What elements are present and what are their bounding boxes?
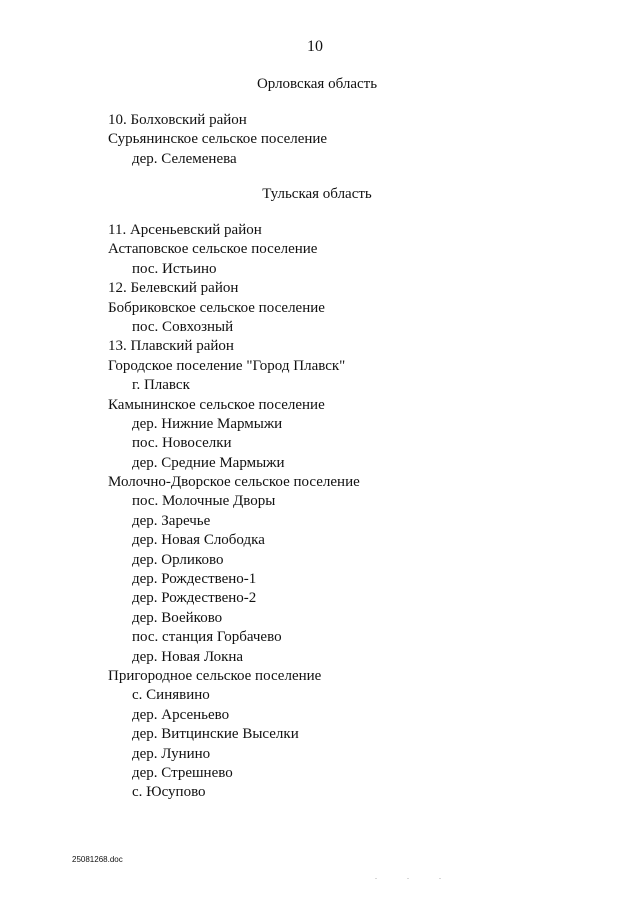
- settlement-entry: дер. Средние Мармыжи: [132, 454, 285, 471]
- municipality-entry: Пригородное сельское поселение: [108, 667, 322, 684]
- page-number: 10: [307, 38, 323, 55]
- settlement-entry: дер. Рождествено-1: [132, 571, 257, 588]
- municipality-entry: Камынинское сельское поселение: [108, 396, 325, 413]
- district-entry: 13. Плавский район: [108, 338, 234, 355]
- settlement-entry: дер. Рождествено-2: [132, 590, 257, 607]
- section-list-orel: [108, 111, 327, 169]
- settlement-entry: дер. Витцинские Выселки: [132, 726, 299, 743]
- settlement-entry: дер. Селеменева: [132, 150, 237, 167]
- settlement-entry: с. Юсупово: [132, 784, 206, 801]
- settlement-entry: дер. Орликово: [132, 551, 224, 568]
- municipality-entry: Бобриковское сельское поселение: [108, 299, 325, 316]
- settlement-entry: пос. Молочные Дворы: [132, 493, 276, 510]
- settlement-entry: дер. Стрешнево: [132, 764, 233, 781]
- settlement-entry: с. Синявино: [132, 687, 210, 704]
- settlement-entry: дер. Воейково: [132, 609, 223, 626]
- district-entry: 10. Болховский район: [108, 112, 247, 128]
- settlement-entry: пос. Совхозный: [132, 318, 234, 335]
- settlement-entry: пос. Истьино: [132, 260, 217, 277]
- section-title-orel: Орловская область: [256, 76, 378, 92]
- section-title-tula: Тульская область: [262, 186, 372, 202]
- municipality-entry: Сурьянинское сельское поселение: [108, 131, 328, 148]
- municipality-entry: Городское поселение "Город Плавск": [108, 357, 346, 374]
- district-entry: 12. Белевский район: [108, 280, 239, 297]
- settlement-entry: дер. Заречье: [132, 512, 211, 529]
- district-entry: 11. Арсеньевский район: [108, 222, 262, 238]
- section-list-tula: [108, 221, 360, 803]
- municipality-entry: Молочно-Дворское сельское поселение: [108, 474, 360, 491]
- settlement-entry: дер. Арсеньево: [132, 706, 230, 723]
- settlement-entry: дер. Нижние Мармыжи: [132, 415, 283, 432]
- document-filename: 25081268.doc: [72, 855, 123, 864]
- settlement-entry: г. Плавск: [132, 377, 190, 394]
- settlement-entry: дер. Лунино: [132, 745, 211, 762]
- scan-specks: . . .: [375, 872, 455, 881]
- settlement-entry: пос. Новоселки: [132, 435, 232, 452]
- settlement-entry: дер. Новая Локна: [132, 648, 244, 665]
- settlement-entry: пос. станция Горбачево: [132, 629, 282, 646]
- municipality-entry: Астаповское сельское поселение: [108, 241, 318, 258]
- settlement-entry: дер. Новая Слободка: [132, 532, 265, 549]
